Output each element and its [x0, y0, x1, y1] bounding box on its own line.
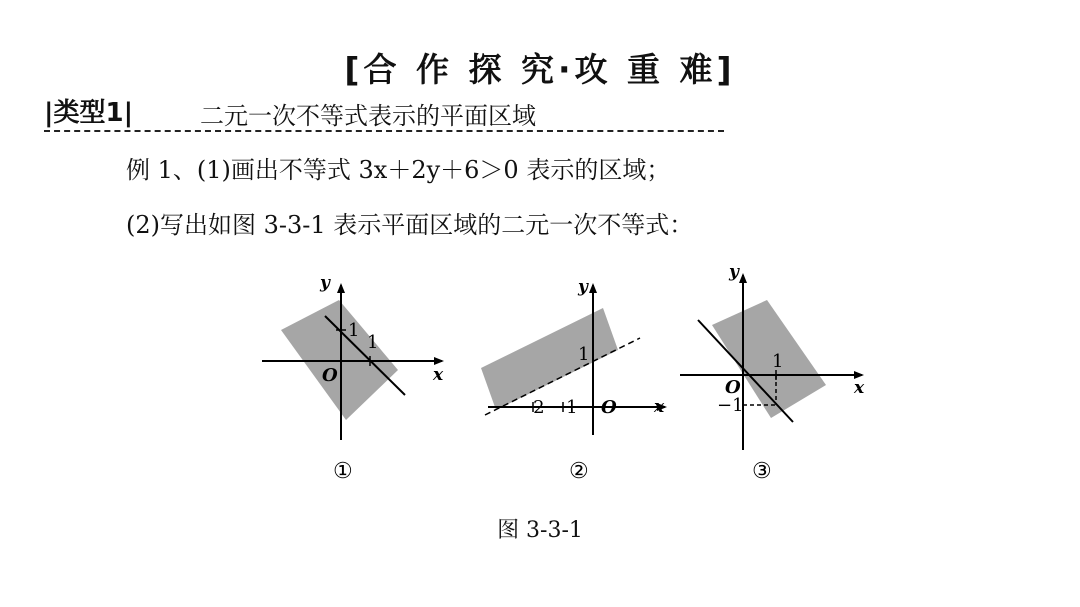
figure-3: [680, 262, 865, 484]
figure-3-number: ③: [752, 459, 772, 484]
figure-1: [262, 273, 444, 484]
figure-3-y-arrow: [739, 273, 747, 283]
figure-caption: 图 3-3-1: [497, 518, 583, 543]
dashed-divider: [44, 130, 724, 132]
figure-3-tick-label: 1: [772, 351, 784, 372]
figure-2-x-label: x: [654, 397, 665, 417]
figure-1-number: ①: [333, 459, 353, 484]
type-label: |类型1|: [44, 98, 134, 128]
figure-1-y-label: y: [320, 273, 330, 293]
figure-2-y-label: y: [578, 277, 588, 297]
figure-1-x-label: x: [433, 365, 444, 385]
figure-1-y-arrow: [337, 283, 345, 293]
type-title: 二元一次不等式表示的平面区域: [200, 102, 536, 130]
figure-2-tick-label: 1: [578, 344, 590, 365]
example-line-1: 例 1、(1)画出不等式 3x＋2y＋6＞0 表示的区域；: [126, 156, 671, 184]
figure-2-origin-label: O: [601, 397, 617, 418]
figure-1-tick-label: 1: [367, 332, 379, 353]
figure-2-number: ②: [569, 459, 589, 484]
figure-1-origin-label: O: [322, 365, 338, 386]
figure-2-y-arrow: [589, 283, 597, 293]
figure-3-tick-label: −1: [717, 395, 744, 416]
figure-1-x-arrow: [434, 357, 444, 365]
figure-2: [481, 277, 667, 484]
figures-svg: [0, 250, 1080, 500]
figure-3-origin-label: O: [725, 377, 741, 398]
figure-2-tick-label: −1: [551, 397, 578, 418]
example-line-2: (2)写出如图 3-3-1 表示平面区域的二元一次不等式：: [126, 211, 694, 239]
figure-3-x-label: x: [854, 378, 865, 398]
figure-2-tick-label: −2: [518, 397, 545, 418]
figure-3-y-label: y: [729, 262, 739, 282]
section-title: [合 作 探 究·攻 重 难]: [344, 50, 736, 89]
figure-1-tick-label: 1: [348, 320, 360, 341]
